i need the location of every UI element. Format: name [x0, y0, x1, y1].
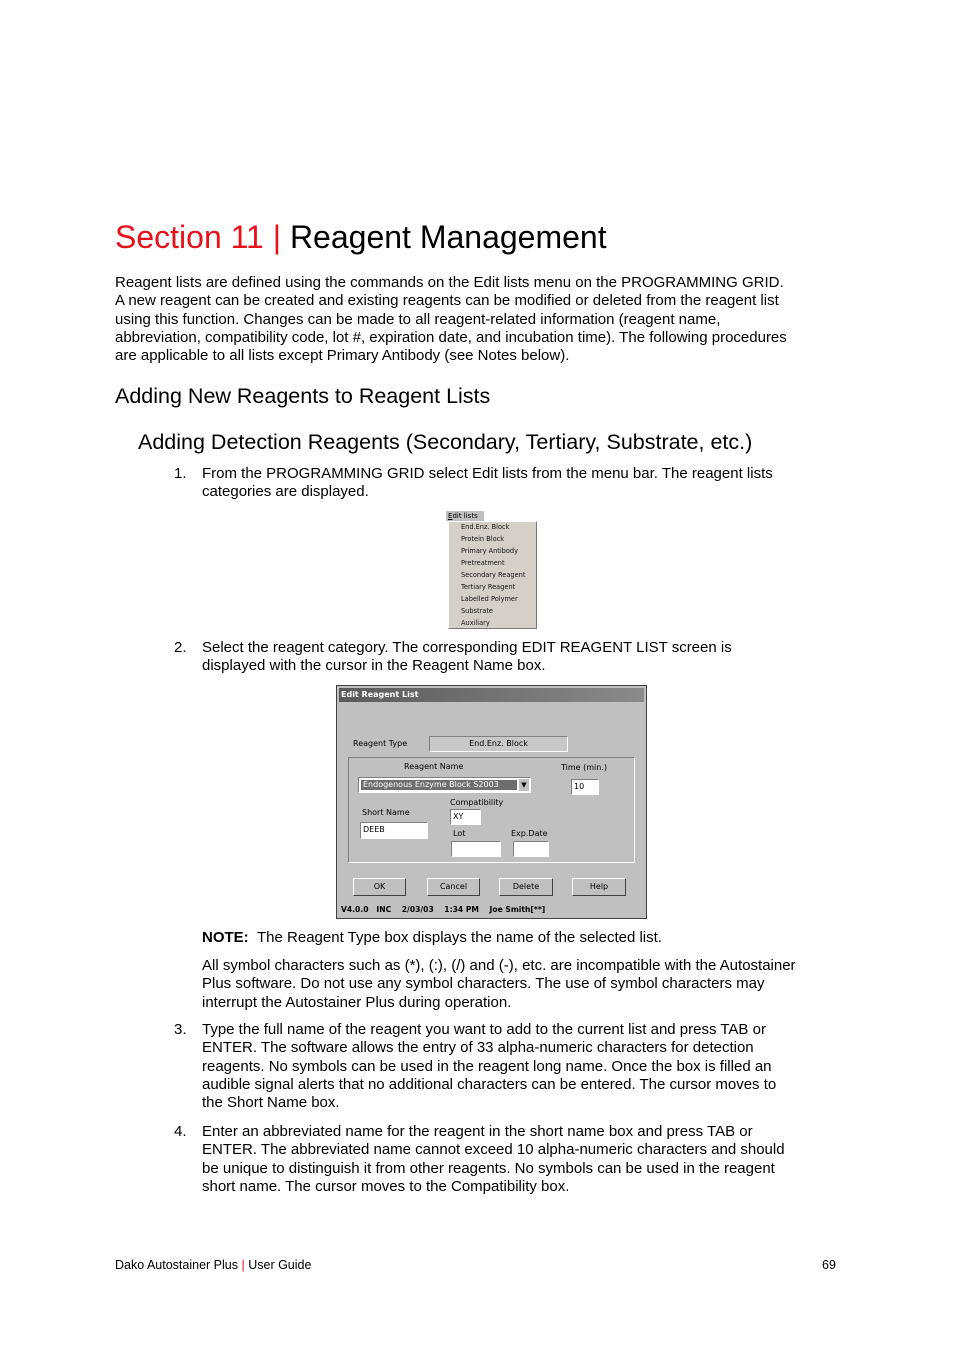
section-number: Section 11 |: [115, 219, 282, 255]
edit-lists-dropdown: [448, 521, 537, 629]
intro-line: Reagent lists are defined using the commands on the Edit lists menu on the PROGRAMMING GRID.: [115, 274, 784, 291]
step-line: displayed with the cursor in the Reagent Name box.: [202, 657, 546, 675]
intro-paragraph: [115, 274, 787, 365]
page-number: 69: [822, 1258, 836, 1272]
menu-item-tertiary-reagent[interactable]: Tertiary Reagent: [461, 583, 516, 591]
menu-item-pretreatment[interactable]: Pretreatment: [461, 559, 505, 567]
footer-product: Dako Autostainer Plus: [115, 1258, 238, 1272]
lot-input[interactable]: [451, 841, 501, 857]
footer-title: [115, 1258, 311, 1273]
menu-item-protein-block[interactable]: Protein Block: [461, 535, 505, 543]
edit-reagent-list-dialog: [336, 685, 647, 919]
warning-line: Plus software. Do not use any symbol characters. The use of symbol characters may: [202, 975, 765, 993]
delete-button[interactable]: Delete: [499, 878, 553, 896]
cancel-button[interactable]: Cancel: [427, 878, 480, 896]
compatibility-input[interactable]: XY: [450, 809, 481, 825]
step-line: audible signal alerts that no additional characters can be entered. The cursor moves to: [202, 1075, 777, 1093]
exp-date-label: Exp.Date: [511, 829, 548, 838]
dialog-title-bar: Edit Reagent List: [339, 688, 644, 702]
lot-label: Lot: [453, 829, 466, 838]
menu-item-primary-antibody[interactable]: Primary Antibody: [461, 547, 518, 555]
menu-title-text: dit lists: [452, 512, 478, 520]
menu-item-labelled-polymer[interactable]: Labelled Polymer: [461, 595, 518, 603]
step-number: 4.: [174, 1123, 187, 1140]
step-text: [202, 1123, 785, 1196]
help-button[interactable]: Help: [572, 878, 626, 896]
reagent-type-label: Reagent Type: [353, 739, 408, 748]
step-number: 1.: [174, 465, 187, 482]
note-line: [202, 929, 662, 947]
intro-line: using this function. Changes can be made to all reagent-related information (reagent name,: [115, 310, 721, 328]
step-text: [202, 1021, 776, 1112]
menu-item-secondary-reagent[interactable]: Secondary Reagent: [461, 571, 526, 579]
step-line: ENTER. The software allows the entry of 33 alpha-numeric characters for detection: [202, 1039, 754, 1057]
step-number: 3.: [174, 1021, 187, 1038]
menu-item-substrate[interactable]: Substrate: [461, 607, 493, 615]
footer-guide: User Guide: [248, 1258, 312, 1272]
short-name-input[interactable]: DEEB: [360, 822, 428, 839]
step-line: ENTER. The abbreviated name cannot exceed 10 alpha-numeric characters and should: [202, 1141, 785, 1159]
intro-line: abbreviation, compatibility code, lot #, expiration date, and incubation time). The following procedures: [115, 328, 787, 346]
reagent-name-value: Endogenous Enzyme Block S2003: [361, 780, 517, 790]
step-line: Type the full name of the reagent you want to add to the current list and press TAB or: [202, 1021, 766, 1038]
step-text: [202, 465, 773, 502]
reagent-name-label: Reagent Name: [404, 762, 464, 771]
dialog-status-bar: V4.0.0 INC 2/03/03 1:34 PM Joe Smith[**]: [341, 905, 546, 914]
edit-lists-menu-screenshot: [446, 511, 538, 630]
step-line: From the PROGRAMMING GRID select Edit lists from the menu bar. The reagent lists: [202, 465, 773, 482]
menu-mnemonic: E: [448, 512, 453, 520]
note-text: The Reagent Type box displays the name of the selected list.: [257, 929, 662, 946]
warning-line: interrupt the Autostainer Plus during operation.: [202, 993, 512, 1011]
step-line: categories are displayed.: [202, 483, 369, 501]
menu-item-auxiliary[interactable]: Auxiliary: [461, 619, 490, 627]
exp-date-input[interactable]: [513, 841, 549, 857]
heading-adding-new-reagents: Adding New Reagents to Reagent Lists: [115, 384, 491, 408]
heading-adding-detection-reagents: Adding Detection Reagents (Secondary, Tertiary, Substrate, etc.): [138, 430, 753, 454]
reagent-type-field: End.Enz. Block: [429, 736, 568, 752]
step-line: reagents. No symbols can be used in the reagent long name. Once the box is filled an: [202, 1057, 772, 1075]
note-label: NOTE:: [202, 929, 249, 946]
menu-item-end-enz-block[interactable]: End.Enz. Block: [461, 523, 510, 531]
compatibility-label: Compatibility: [450, 798, 504, 807]
step-line: Enter an abbreviated name for the reagent in the short name box and press TAB or: [202, 1123, 753, 1140]
ok-button[interactable]: OK: [353, 878, 406, 896]
reagent-name-combo[interactable]: [358, 777, 531, 793]
step-line: be unique to distinguish it from other reagents. No symbols can be used in the reagent: [202, 1159, 775, 1177]
step-text: [202, 639, 732, 676]
chevron-down-icon[interactable]: ▼: [519, 779, 529, 791]
step-line: short name. The cursor moves to the Compatibility box.: [202, 1177, 570, 1195]
step-number: 2.: [174, 639, 187, 656]
step-line: Select the reagent category. The corresponding EDIT REAGENT LIST screen is: [202, 639, 732, 656]
time-label: Time (min.): [561, 763, 607, 772]
section-name: Reagent Management: [289, 219, 607, 255]
warning-line: All symbol characters such as (*), (:), (/) and (-), etc. are incompatible with the Autostainer: [202, 957, 796, 974]
short-name-label: Short Name: [362, 808, 410, 817]
intro-line: A new reagent can be created and existing reagents can be modified or deleted from the reagent list: [115, 292, 779, 310]
intro-line: are applicable to all lists except Primary Antibody (see Notes below).: [115, 347, 570, 365]
symbol-warning-paragraph: [202, 957, 796, 1012]
step-line: the Short Name box.: [202, 1094, 340, 1112]
footer-separator: |: [241, 1258, 245, 1272]
edit-lists-menu-title[interactable]: [446, 511, 484, 521]
section-title: [115, 218, 607, 256]
time-input[interactable]: 10: [571, 779, 599, 795]
